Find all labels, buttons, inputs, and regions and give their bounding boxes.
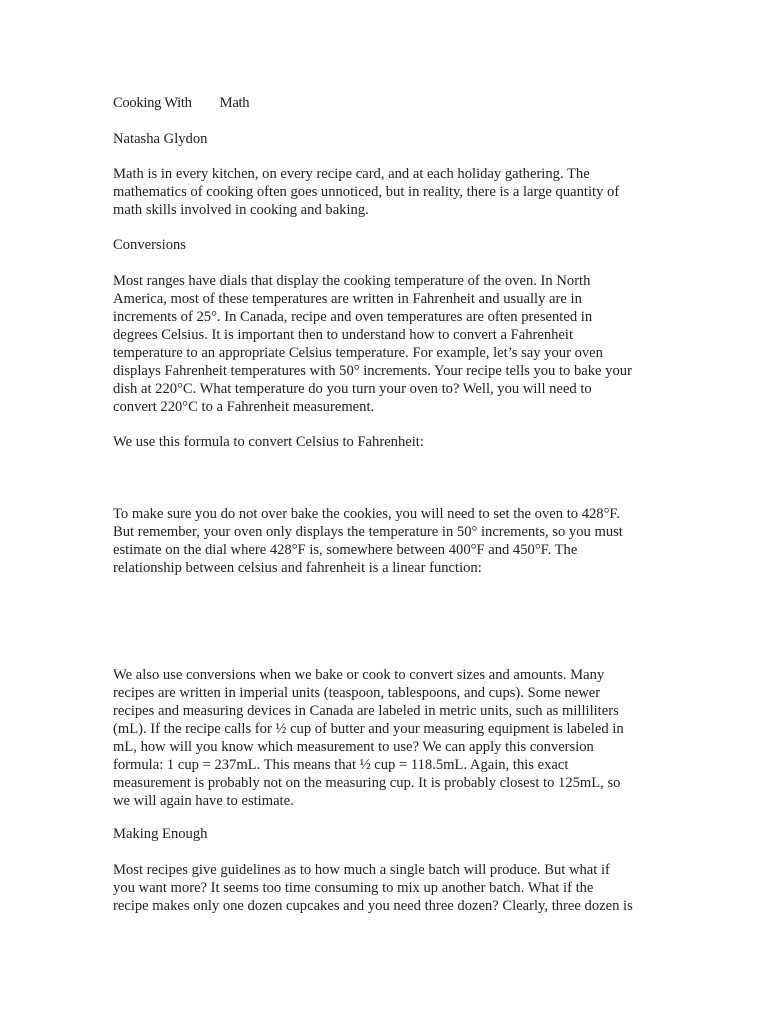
text-line: mL, how will you know which measurement to use? We can apply this conversion bbox=[113, 739, 594, 755]
section-heading-conversions: Conversions bbox=[113, 237, 186, 253]
text-line: displays Fahrenheit temperatures with 50° increments. Your recipe tells you to bake your bbox=[113, 363, 632, 379]
text-line: recipes and measuring devices in Canada are labeled in metric units, such as milliliters bbox=[113, 703, 619, 719]
text-line: recipes are written in imperial units (teaspoon, tablespoons, and cups). Some newer bbox=[113, 685, 601, 701]
section-heading-making-enough: Making Enough bbox=[113, 826, 208, 842]
text-line: Math is in every kitchen, on every recipe card, and at each holiday gathering. The bbox=[113, 166, 590, 182]
text-line: Most recipes give guidelines as to how much a single batch will produce. But what if bbox=[113, 862, 610, 878]
text-line: But remember, your oven only displays the temperature in 50° increments, so you must bbox=[113, 524, 623, 540]
text-line: (mL). If the recipe calls for ½ cup of butter and your measuring equipment is labeled in bbox=[113, 721, 624, 737]
text-line: degrees Celsius. It is important then to understand how to convert a Fahrenheit bbox=[113, 327, 574, 343]
formula-intro: We use this formula to convert Celsius to Fahrenheit: bbox=[113, 434, 424, 450]
text-line: To make sure you do not over bake the cookies, you will need to set the oven to 428°F. bbox=[113, 506, 621, 522]
text-line: estimate on the dial where 428°F is, somewhere between 400°F and 450°F. The bbox=[113, 542, 578, 558]
text-line: math skills involved in cooking and baking. bbox=[113, 202, 369, 218]
text-line: temperature to an appropriate Celsius temperature. For example, let’s say your oven bbox=[113, 345, 603, 361]
conversions-paragraph-3 bbox=[113, 666, 658, 810]
author-name: Natasha Glydon bbox=[113, 131, 208, 147]
document-title bbox=[113, 94, 658, 112]
text-line: recipe makes only one dozen cupcakes and you need three dozen? Clearly, three dozen is bbox=[113, 898, 633, 914]
conversions-paragraph-2 bbox=[113, 505, 658, 577]
making-enough-paragraph-1 bbox=[113, 861, 658, 915]
title-part-1: Cooking With bbox=[113, 95, 192, 111]
text-line: convert 220°C to a Fahrenheit measurement. bbox=[113, 399, 375, 415]
title-part-2: Math bbox=[219, 95, 250, 111]
text-line: relationship between celsius and fahrenheit is a linear function: bbox=[113, 560, 482, 576]
text-line: mathematics of cooking often goes unnoticed, but in reality, there is a large quantity of bbox=[113, 184, 620, 200]
text-line: you want more? It seems too time consuming to mix up another batch. What if the bbox=[113, 880, 594, 896]
conversions-paragraph-1 bbox=[113, 272, 658, 416]
intro-paragraph bbox=[113, 165, 658, 219]
text-line: dish at 220°C. What temperature do you turn your oven to? Well, you will need to bbox=[113, 381, 592, 397]
text-line: formula: 1 cup = 237mL. This means that ½ cup = 118.5mL. Again, this exact bbox=[113, 757, 569, 773]
text-line: increments of 25°. In Canada, recipe and oven temperatures are often presented in bbox=[113, 309, 593, 325]
text-line: we will again have to estimate. bbox=[113, 793, 294, 809]
text-line: Most ranges have dials that display the cooking temperature of the oven. In North bbox=[113, 273, 591, 289]
text-line: America, most of these temperatures are written in Fahrenheit and usually are in bbox=[113, 291, 582, 307]
text-line: measurement is probably not on the measuring cup. It is probably closest to 125mL, so bbox=[113, 775, 621, 791]
text-line: We also use conversions when we bake or cook to convert sizes and amounts. Many bbox=[113, 667, 605, 683]
